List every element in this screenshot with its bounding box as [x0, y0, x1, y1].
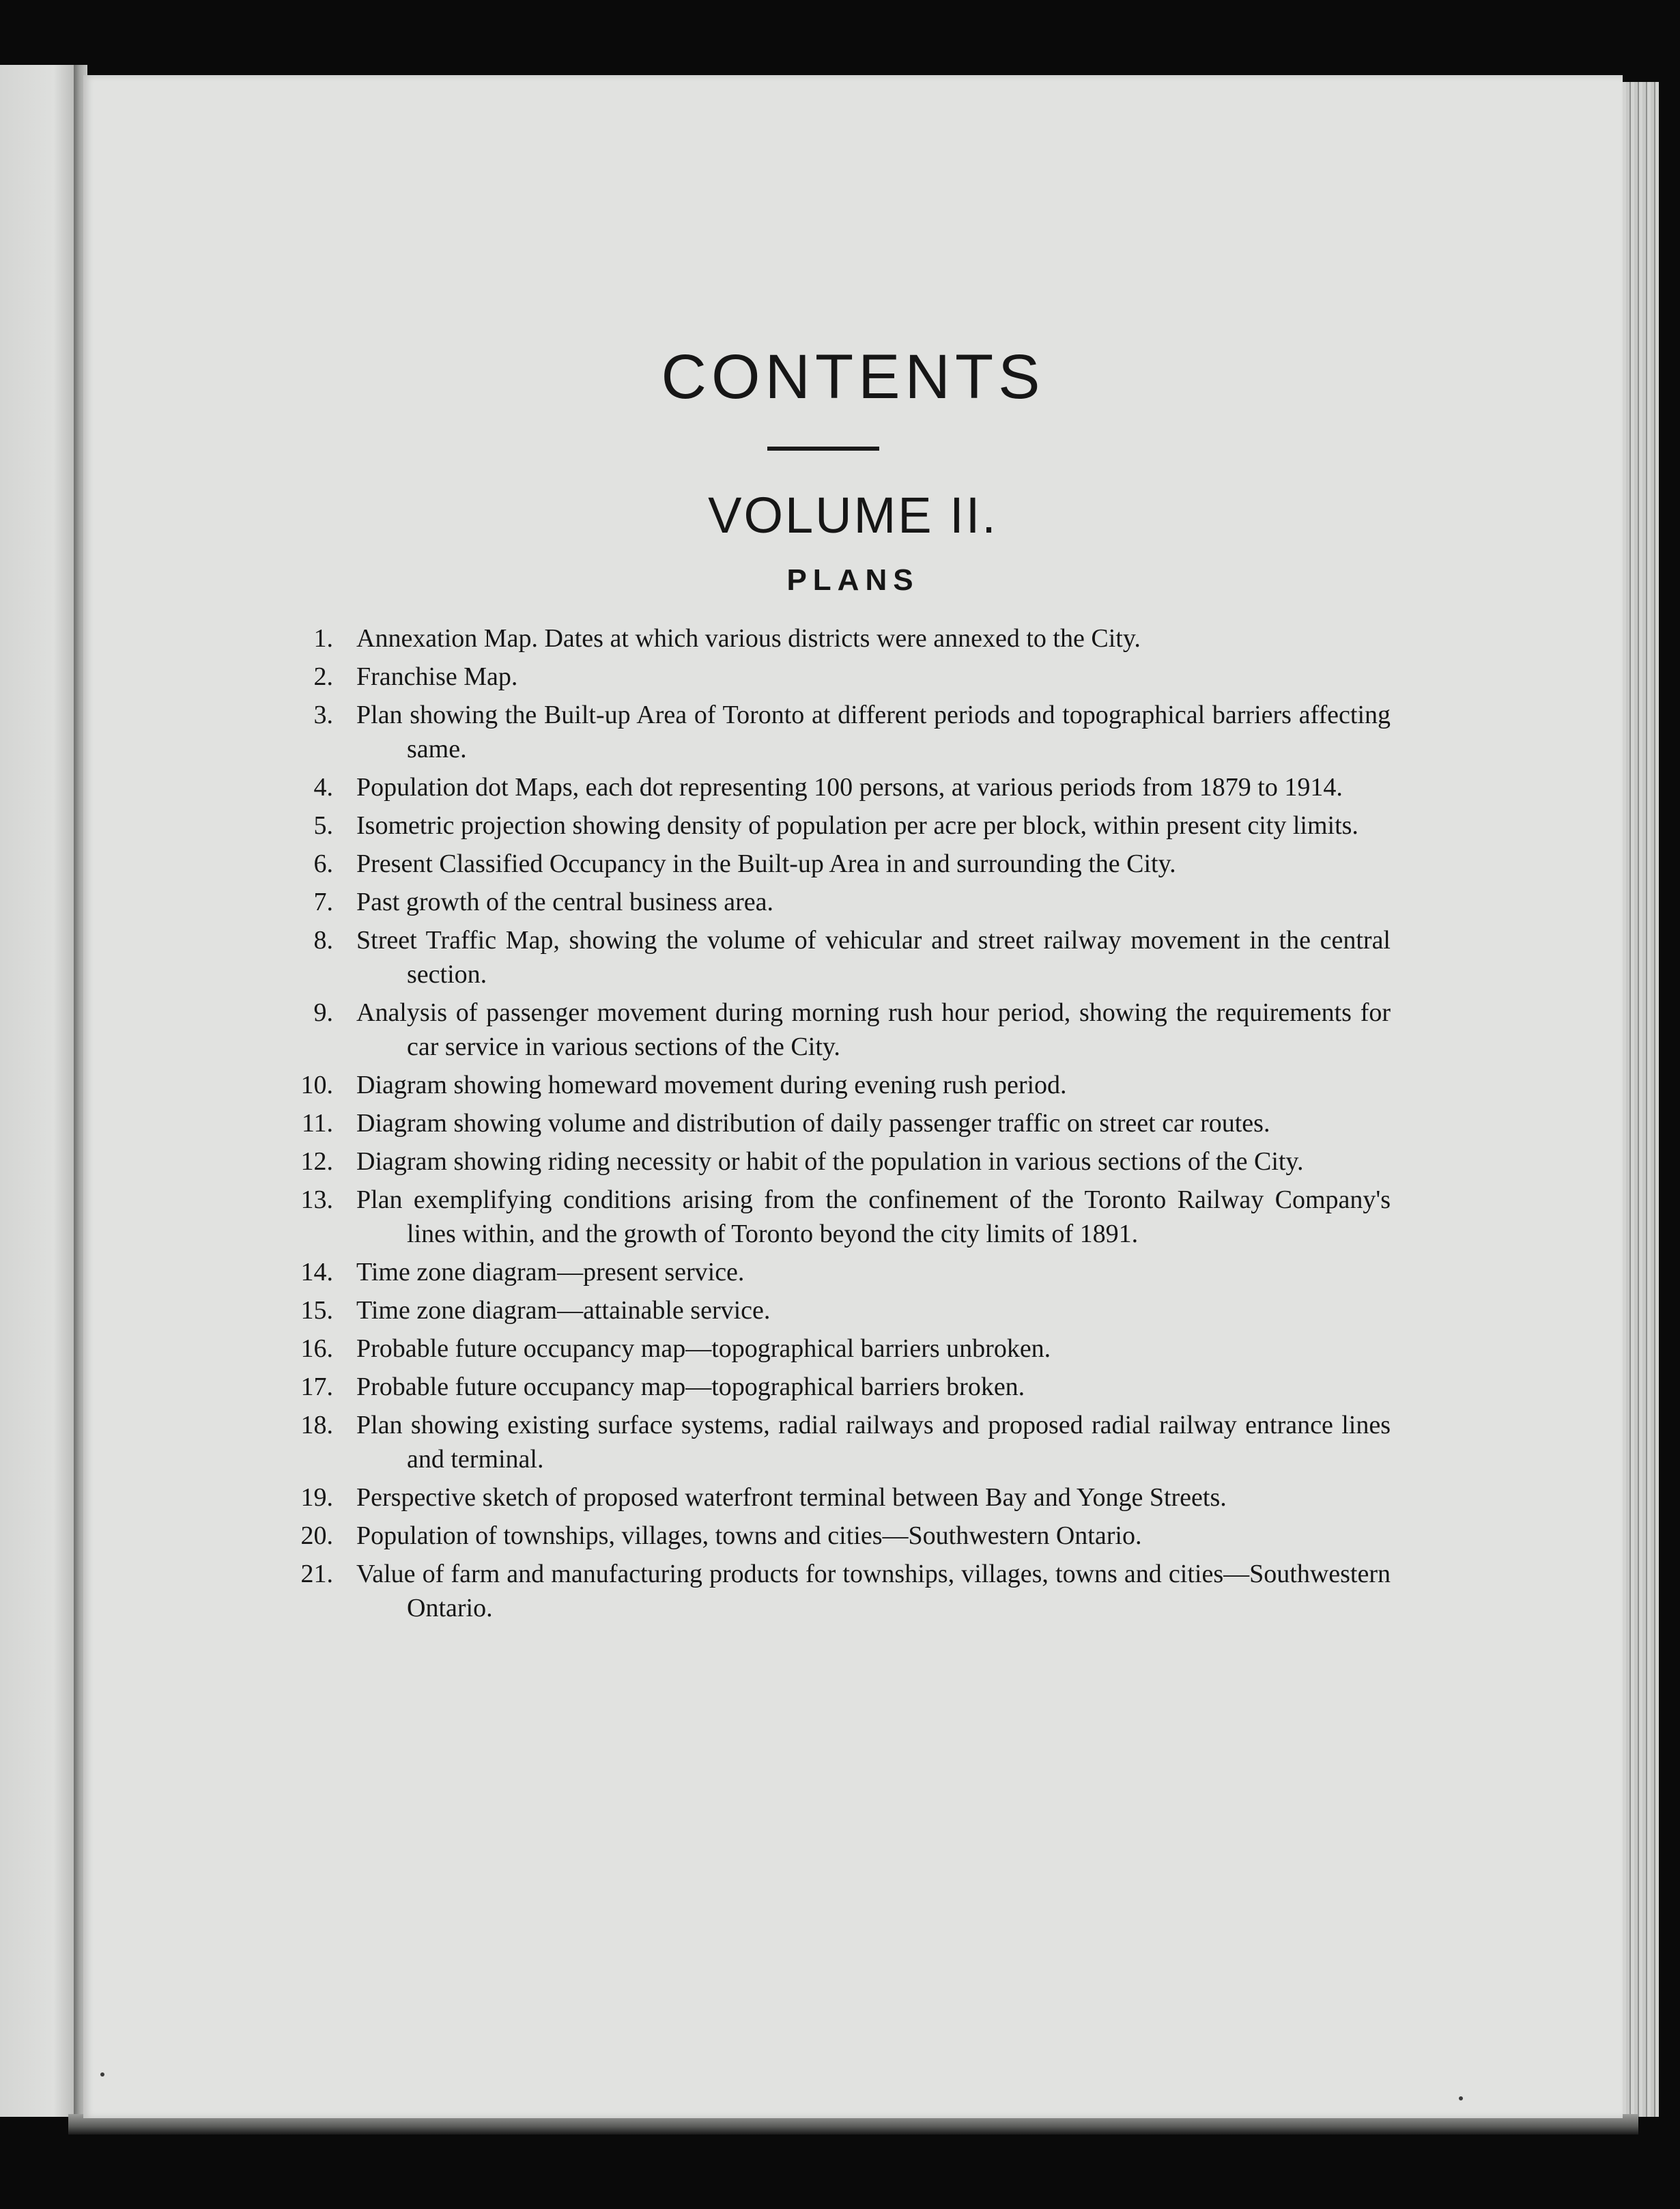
entry-description: Street Traffic Map, showing the volume of vehicular and street railway movement in the central section. — [356, 926, 1391, 989]
entry-number: 16. — [300, 1334, 333, 1363]
entry-number: 1. — [313, 624, 333, 653]
volume-heading: VOLUME II. — [708, 487, 998, 544]
contents-entry — [288, 885, 1391, 919]
entry-number: 7. — [313, 888, 333, 916]
entry-description: Population of townships, villages, towns and cities—Southwestern Ontario. — [356, 1521, 1142, 1550]
contents-entry — [288, 1557, 1391, 1625]
entry-number: 8. — [313, 926, 333, 955]
contents-entry — [288, 1480, 1391, 1515]
entry-number: 14. — [300, 1258, 333, 1286]
entry-description: Time zone diagram—present service. — [356, 1258, 745, 1286]
entry-number: 2. — [313, 662, 333, 691]
stacked-page-edges — [1618, 82, 1659, 2117]
ink-speck — [100, 2072, 104, 2077]
entry-number: 4. — [313, 773, 333, 802]
entry-description: Probable future occupancy map—topographical barriers broken. — [356, 1373, 1025, 1401]
entry-description: Diagram showing volume and distribution of daily passenger traffic on street car routes. — [356, 1109, 1270, 1138]
contents-entry — [288, 1408, 1391, 1476]
entry-description: Plan showing the Built-up Area of Toronto at different periods and topographical barriers affecting same. — [356, 701, 1391, 763]
entry-number: 9. — [313, 998, 333, 1027]
entry-number: 10. — [300, 1071, 333, 1099]
contents-entry — [288, 698, 1391, 766]
contents-entry — [288, 923, 1391, 991]
entry-number: 13. — [300, 1185, 333, 1214]
entry-number: 3. — [313, 701, 333, 729]
contents-entry — [288, 1144, 1391, 1179]
contents-entry — [288, 770, 1391, 804]
entry-number: 18. — [300, 1411, 333, 1439]
contents-entry — [288, 1183, 1391, 1251]
contents-entry — [288, 1068, 1391, 1102]
entry-description: Analysis of passenger movement during morning rush hour period, showing the requirements for car service in various sections of the City. — [356, 998, 1391, 1061]
contents-entry — [288, 1332, 1391, 1366]
contents-entry — [288, 808, 1391, 843]
entry-description: Probable future occupancy map—topographical barriers unbroken. — [356, 1334, 1051, 1363]
entry-description: Diagram showing riding necessity or habit of the population in various sections of the City. — [356, 1147, 1304, 1176]
contents-entry — [288, 847, 1391, 881]
entry-number: 6. — [313, 849, 333, 878]
entry-description: Time zone diagram—attainable service. — [356, 1296, 771, 1325]
entry-description: Annexation Map. Dates at which various districts were annexed to the City. — [356, 624, 1141, 653]
contents-page — [83, 75, 1623, 2118]
entry-description: Diagram showing homeward movement during evening rush period. — [356, 1071, 1067, 1099]
entry-description: Plan showing existing surface systems, radial railways and proposed radial railway entrance lines and terminal. — [356, 1411, 1391, 1474]
contents-list — [288, 621, 1391, 1629]
entry-description: Population dot Maps, each dot representing 100 persons, at various periods from 1879 to 1914. — [356, 773, 1343, 802]
entry-number: 11. — [301, 1109, 333, 1138]
entry-number: 20. — [300, 1521, 333, 1550]
page-title: CONTENTS — [661, 342, 1045, 412]
entry-description: Value of farm and manufacturing products for townships, villages, towns and cities—Southwestern Ontario. — [356, 1560, 1391, 1622]
section-heading: PLANS — [786, 563, 920, 597]
entry-description: Perspective sketch of proposed waterfront terminal between Bay and Yonge Streets. — [356, 1483, 1227, 1512]
contents-entry — [288, 1519, 1391, 1553]
entry-number: 19. — [300, 1483, 333, 1512]
entry-description: Past growth of the central business area. — [356, 888, 773, 916]
entry-number: 12. — [300, 1147, 333, 1176]
entry-number: 21. — [300, 1560, 333, 1588]
contents-entry — [288, 996, 1391, 1064]
contents-entry — [288, 660, 1391, 694]
contents-entry — [288, 1106, 1391, 1140]
ink-speck — [1459, 2096, 1463, 2100]
left-page-edge — [0, 65, 76, 2117]
entry-description: Isometric projection showing density of population per acre per block, within present city limits. — [356, 811, 1358, 840]
entry-description: Plan exemplifying conditions arising from the confinement of the Toronto Railway Company's lines within, and the growth of Toronto beyond the city limits of 1891. — [356, 1185, 1391, 1248]
entry-number: 5. — [313, 811, 333, 840]
contents-entry — [288, 1293, 1391, 1327]
entry-description: Franchise Map. — [356, 662, 518, 691]
title-rule — [767, 447, 879, 451]
contents-entry — [288, 621, 1391, 656]
entry-description: Present Classified Occupancy in the Built-up Area in and surrounding the City. — [356, 849, 1176, 878]
contents-entry — [288, 1255, 1391, 1289]
entry-number: 15. — [300, 1296, 333, 1325]
entry-number: 17. — [300, 1373, 333, 1401]
contents-entry — [288, 1370, 1391, 1404]
